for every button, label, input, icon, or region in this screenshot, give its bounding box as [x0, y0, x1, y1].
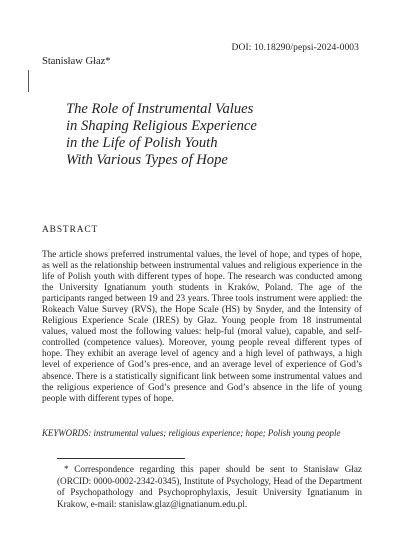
correspondence-footnote: * Correspondence regarding this paper should be sent to Stanisław Głaz (ORCID: 0000-0002-2342-0345), Institute of Psychology, Head of the Department of Psychopathology and Psychoprophylaxis, Jesuit University Ignatianum in Krakow, e-mail: stanislaw.glaz@ignatianum.edu.pl. [57, 464, 362, 509]
keywords: KEYWORDS: instrumental values; religious experience; hope; Polish young people [42, 428, 341, 438]
title-line: With Various Types of Hope [66, 152, 228, 168]
author-name: Stanisław Głaz* [42, 56, 111, 67]
footnote-divider [57, 458, 185, 459]
abstract-heading: ABSTRACT [42, 225, 99, 235]
header-divider [28, 70, 29, 92]
paper-title [66, 101, 366, 169]
abstract-body [42, 250, 362, 405]
abstract-paragraph: The article shows preferred instrumental values, the level of hope, and types of hope, as well as the relationship between instrumental values and religious experience in the life of Polish youth with different types of hope. The research was conducted among the University Ignatianum youth students in Kraków, Poland. The age of the participants ranged between 19 and 23 years. Three tools instrument were applied: the Rokeach Value Survey (RVS), the Hope Scale (HS) by Snyder, and the Intensity of Religious Experience Scale (IRES) by Głaz. Young people from 18 instrumental values, valued most the following values: help-ful (moral value), capable, and self-controlled (competence values). Moreover, young people reveal different types of hope. They exhibit an average level of agency and a high level of pathways, a high level of experience of God’s pres-ence, and an average level of experience of God’s absence. There is a statistically significant link between some instrumental values and the religious experience of God’s presence and God’s absence in the life of young people with different types of hope. [42, 250, 362, 404]
title-line: in Shaping Religious Experience [66, 118, 257, 134]
title-line: The Role of Instrumental Values [66, 101, 254, 117]
title-line: in the Life of Polish Youth [66, 135, 218, 151]
doi-label: DOI: 10.18290/pepsi-2024-0003 [231, 43, 359, 53]
